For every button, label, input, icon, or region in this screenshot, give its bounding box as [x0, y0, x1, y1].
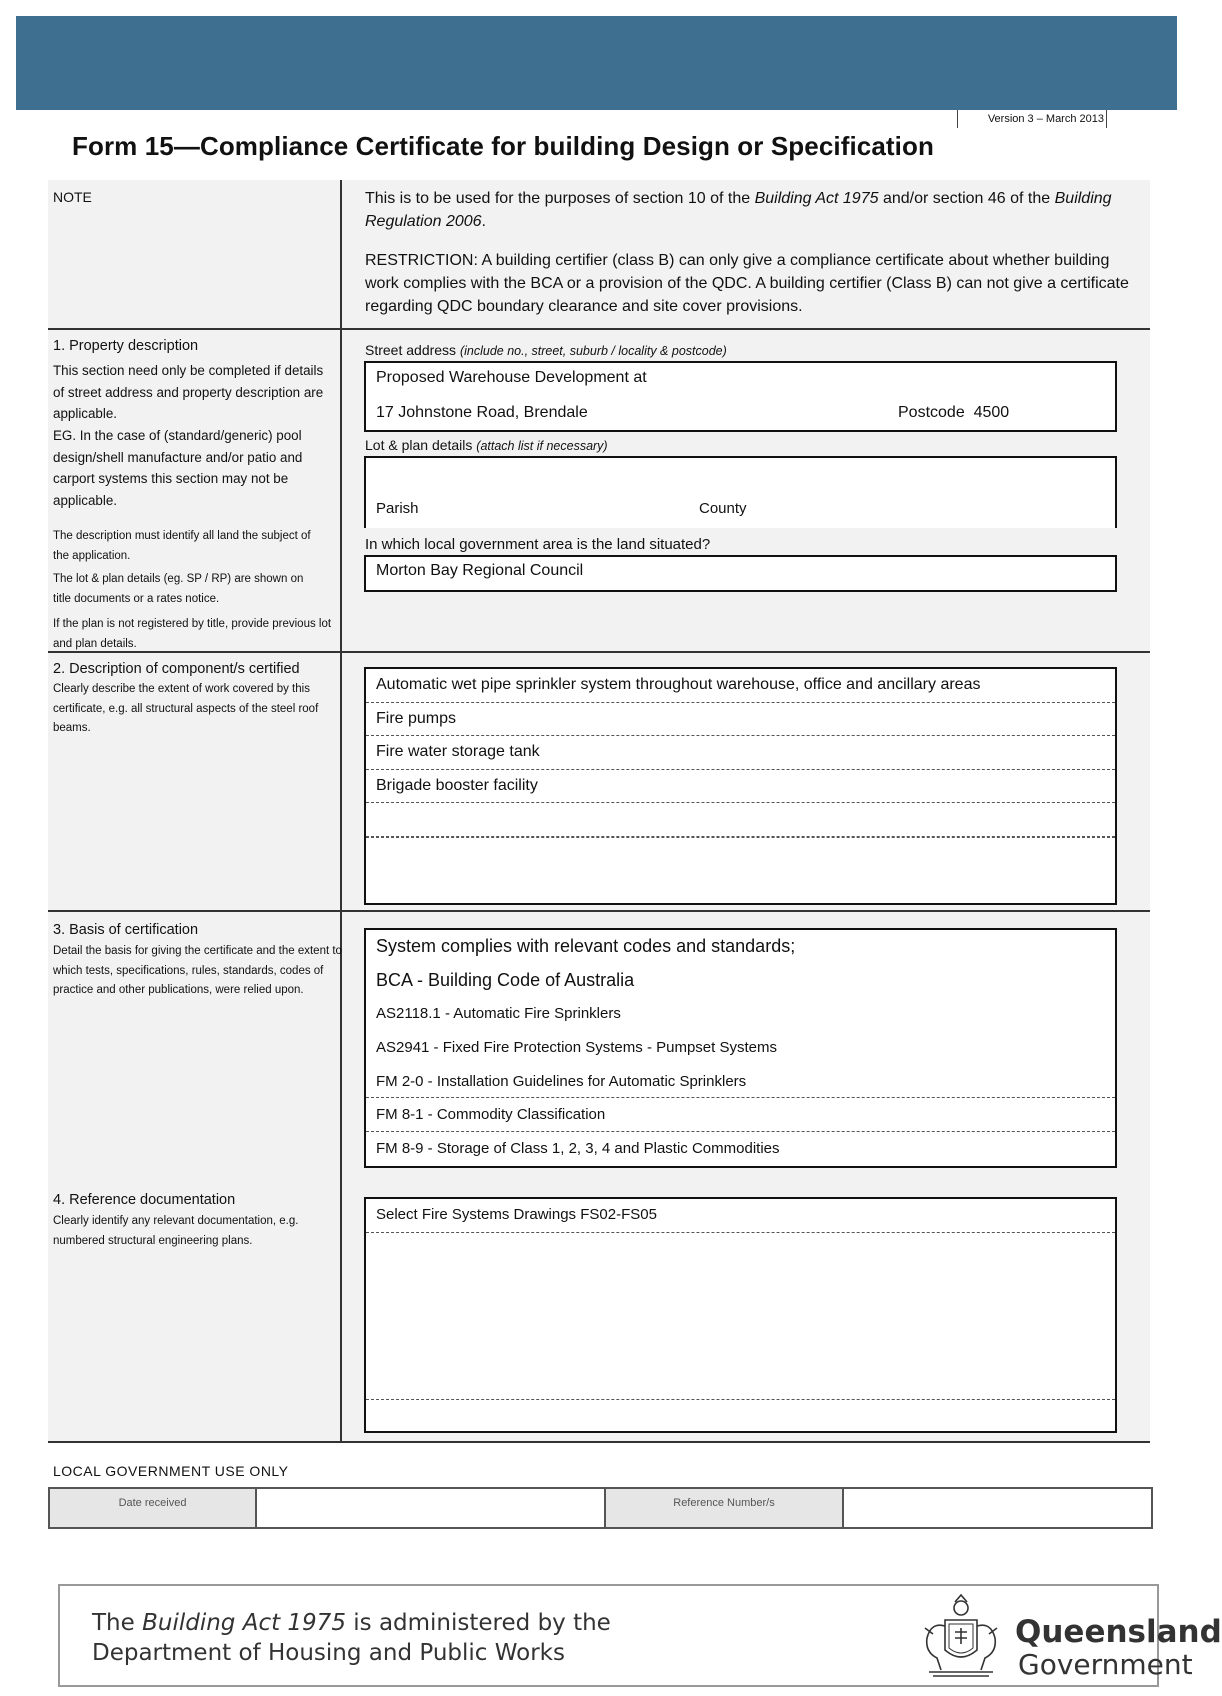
- parish-label: Parish: [376, 500, 419, 517]
- street-address-field[interactable]: [364, 361, 1117, 432]
- component-empty-line: [366, 803, 1115, 837]
- basis-field[interactable]: [364, 928, 1117, 1168]
- note-regulation-name: Building Regulation 2006: [365, 190, 1112, 230]
- reference-number-field[interactable]: [844, 1489, 1151, 1527]
- section1-help: EG. In the case of (standard/generic) pool design/shell manufacture and/or patio and carport systems this section may not be applicable.: [53, 428, 303, 508]
- lot-plan-field[interactable]: [364, 456, 1117, 528]
- section1-help: This section need only be completed if details of street address and property description are applicable.: [53, 363, 324, 421]
- section2-heading: 2. Description of component/s certified: [53, 661, 300, 677]
- basis-item: FM 2-0 - Installation Guidelines for Automatic Sprinklers: [366, 1073, 1115, 1098]
- queensland-logo-text: Queensland: [1015, 1614, 1222, 1650]
- note-text: [365, 187, 1145, 233]
- component-item: Fire water storage tank: [366, 736, 1115, 770]
- basis-item: FM 8-1 - Commodity Classification: [366, 1098, 1115, 1132]
- street-address-line: Proposed Warehouse Development at: [376, 369, 647, 386]
- postcode-field: [898, 404, 1009, 422]
- restriction-text: RESTRICTION: A building certifier (class B) can only give a compliance certificate about whether building work complies with the BCA or a provision of the QDC. A building certifier (Class B) can not give a certificate regarding QDC boundary clearance and site cover provisions.: [365, 252, 1129, 315]
- basis-item: System complies with relevant codes and standards;: [376, 936, 796, 956]
- date-received-label: Date received: [50, 1489, 257, 1527]
- footer-text: [92, 1608, 611, 1668]
- reference-empty-line: [366, 1233, 1115, 1400]
- lot-plan-label-text: Lot & plan details: [365, 437, 473, 453]
- section1-help: The lot & plan details (eg. SP / RP) are shown on title documents or a rates notice.: [53, 573, 304, 605]
- basis-item: AS2941 - Fixed Fire Protection Systems - Pumpset Systems: [376, 1039, 777, 1056]
- county-label: County: [699, 500, 747, 517]
- section3-help: Detail the basis for giving the certificate and the extent to which tests, specifications, rules, standards, codes of practice and other publications, were relied upon.: [53, 945, 342, 996]
- basis-item: AS2118.1 - Automatic Fire Sprinklers: [376, 1005, 621, 1022]
- section4-help: Clearly identify any relevant documentation, e.g. numbered structural engineering plans.: [53, 1215, 299, 1247]
- lot-plan-label: [365, 437, 608, 453]
- section3-heading: 3. Basis of certification: [53, 922, 199, 938]
- street-address-label: [365, 342, 727, 358]
- reference-doc-item: Select Fire Systems Drawings FS02-FS05: [366, 1199, 1115, 1233]
- components-field[interactable]: [364, 667, 1117, 905]
- section4-heading: 4. Reference documentation: [53, 1192, 236, 1208]
- lga-field[interactable]: [364, 555, 1117, 592]
- reference-docs-field[interactable]: [364, 1197, 1117, 1433]
- row-divider: [48, 910, 1150, 912]
- footer: [58, 1584, 1222, 1687]
- reference-number-label: Reference Number/s: [606, 1489, 844, 1527]
- note-text-part: This is to be used for the purposes of section 10 of the: [365, 190, 755, 207]
- government-logo-text: Government: [1018, 1648, 1193, 1681]
- component-item: Brigade booster facility: [366, 770, 1115, 803]
- section1-help: The description must identify all land the subject of the application.: [53, 530, 311, 562]
- lga-question: In which local government area is the land situated?: [365, 536, 711, 553]
- postcode-label: Postcode: [898, 404, 965, 421]
- component-item: Automatic wet pipe sprinkler system throughout warehouse, office and ancillary areas: [366, 669, 1115, 703]
- footer-department: Department of Housing and Public Works: [92, 1640, 565, 1666]
- lot-plan-hint: (attach list if necessary): [476, 439, 608, 453]
- postcode-value: 4500: [973, 404, 1010, 421]
- section1-heading: 1. Property description: [53, 338, 199, 354]
- component-item: Fire pumps: [366, 703, 1115, 736]
- street-address-hint: (include no., street, suburb / locality & postcode): [459, 344, 727, 358]
- section1-help: If the plan is not registered by title, provide previous lot and plan details.: [53, 618, 332, 650]
- page-title: Form 15—Compliance Certificate for building Design or Specification: [72, 131, 934, 161]
- footer-act-name: Building Act 1975: [142, 1610, 346, 1636]
- note-act-name: Building Act 1975: [754, 190, 879, 207]
- street-address-line: 17 Johnstone Road, Brendale: [376, 404, 588, 421]
- note-text-part: and/or section 46 of the: [878, 190, 1055, 207]
- street-address-label-text: Street address: [365, 342, 457, 358]
- local-gov-table: [48, 1487, 1153, 1529]
- component-empty-line: [366, 837, 1115, 838]
- lga-value: Morton Bay Regional Council: [376, 562, 584, 579]
- header-banner: [16, 16, 1177, 110]
- footer-text-part: The: [92, 1610, 143, 1636]
- version-label: Version 3 – March 2013: [957, 110, 1107, 128]
- local-gov-heading: LOCAL GOVERNMENT USE ONLY: [53, 1463, 289, 1479]
- row-divider: [48, 1441, 1150, 1443]
- column-divider: [340, 180, 342, 1442]
- note-text-part: .: [481, 213, 486, 230]
- footer-text-part: is administered by the: [345, 1610, 611, 1636]
- note-label: NOTE: [53, 189, 92, 205]
- date-received-field[interactable]: [257, 1489, 606, 1527]
- queensland-crest-icon: [915, 1592, 1007, 1682]
- basis-item: FM 8-9 - Storage of Class 1, 2, 3, 4 and Plastic Commodities: [376, 1140, 780, 1157]
- section2-help: Clearly describe the extent of work covered by this certificate, e.g. all structural aspects of the steel roof beams.: [53, 683, 319, 734]
- row-divider: [48, 328, 1150, 330]
- basis-item: BCA - Building Code of Australia: [376, 970, 635, 990]
